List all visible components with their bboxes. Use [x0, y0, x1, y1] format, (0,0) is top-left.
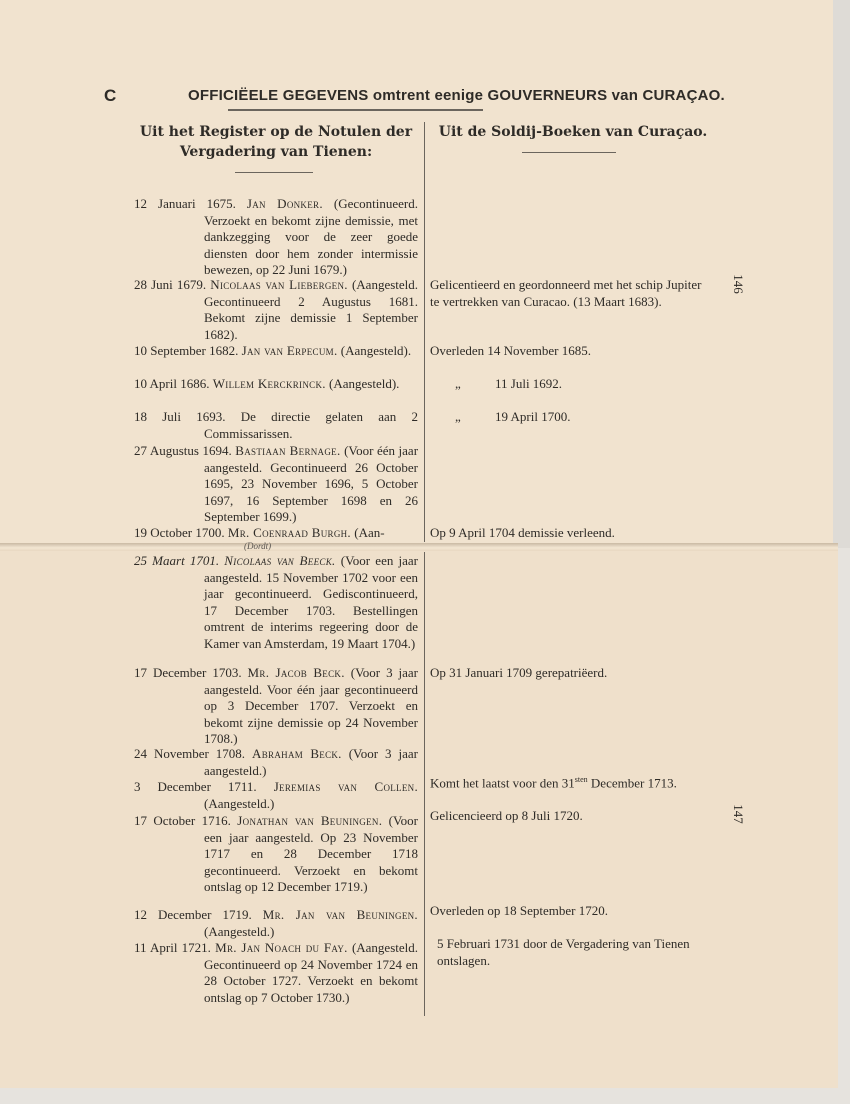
page-number-bottom: 147: [730, 804, 746, 824]
entry-name: Nicolaas van Beeck.: [224, 553, 336, 568]
entry-1701: [134, 553, 418, 652]
entry-name: Abraham Beck.: [252, 746, 342, 761]
entry-1721: [134, 940, 418, 1006]
entry-1675: [134, 196, 418, 279]
entry-date: 10 September 1682.: [134, 343, 239, 358]
document-header: [0, 86, 760, 110]
note-1704: Op 9 April 1704 demissie verleend.: [430, 525, 615, 540]
left-column-heading: [134, 122, 418, 162]
handwritten-note: (Dordt): [244, 541, 272, 551]
entry-text: De directie gelaten aan 2 Commissarissen.: [204, 409, 418, 441]
entry-text: (Voor een jaar aangesteld. Op 23 November 1717 en 28 December 1718 gecontinueerd. Verzoekt en bekomt ontslag op 12 December 1719.): [204, 813, 419, 894]
note-1731: 5 Februari 1731 door de Vergadering van Tienen ontslagen.: [437, 936, 690, 968]
note-1683: Gelicentieerd en geordonneerd met het schip Jupiter te vertrekken van Curacao. (13 Maart 1683).: [430, 277, 702, 309]
entry-name: Mr. Jacob Beck.: [247, 665, 345, 680]
entry-date: 27 Augustus 1694.: [134, 443, 232, 458]
left-heading-line-1: Uit het Register op de Notulen der: [139, 124, 413, 140]
note-1713-text: Komt het laatst voor den 31: [430, 775, 575, 791]
entry-1686: [134, 376, 418, 393]
entry-name: Mr. Jan Noach du Fay.: [215, 940, 348, 955]
entry-text: (Voor een jaar aangesteld. 15 November 1702 voor een jaar gecontinueerd. Gediscontinueerd, 17 December 1703. Bestellingen omtrent de interims regeering door de Kamer van Amsterdam, 19 Maart 1704.): [204, 553, 419, 651]
entry-1711: [134, 779, 418, 812]
page-number-top: 146: [730, 274, 746, 294]
right-column-heading: Uit de Soldij-Boeken van Curaçao.: [438, 124, 708, 140]
entry-name: Mr. Coenraad Burgh.: [227, 525, 351, 540]
ditto-mark: „: [455, 409, 461, 424]
entry-name: Bastiaan Bernage.: [235, 443, 341, 458]
page-bottom: [0, 548, 838, 1088]
entry-date: 28 Juni 1679.: [134, 277, 207, 292]
entry-text: (Aangesteld).: [329, 376, 400, 391]
entry-name: Jeremias van Collen.: [273, 779, 418, 794]
entry-1719: [134, 907, 418, 940]
entry-1708: [134, 746, 418, 779]
entry-text: (Aangesteld. Gecontinueerd op 24 November 1724 en 28 October 1727. Verzoekt en bekomt ontslag op 7 October 1730.): [204, 940, 418, 1005]
note-1720-licence: Gelicencieerd op 8 Juli 1720.: [430, 808, 583, 823]
entry-text: (Aangesteld.): [204, 795, 275, 811]
entry-text: (Aangesteld. Gecontinueerd 2 Augustus 1681. Bekomt zijne demissie 1 September 1682).: [204, 277, 419, 342]
entry-text: (Gecontinueerd. Verzoekt en bekomt zijne demissie, met dankzegging voor de zeer goede diensten door hem zonder intermissie bewezen, op 22 Juni 1679.): [204, 196, 419, 277]
entry-name: Mr. Jan van Beuningen.: [262, 907, 418, 922]
entry-1694: [134, 443, 418, 526]
section-letter: C: [104, 86, 117, 105]
ditto-mark: „: [455, 376, 461, 391]
entry-date: 3 December 1711.: [134, 779, 257, 794]
left-heading-rule: [235, 172, 313, 173]
entry-text: (Aangesteld).: [340, 343, 412, 358]
column-divider-bottom: [424, 552, 425, 1016]
entry-text: (Voor één jaar aangesteld. Gecontinueerd 26 October 1695, 23 November 1696, 5 October 1697, 16 September 1698 en 26 September 1699.): [204, 443, 419, 524]
note-1700: 19 April 1700.: [495, 409, 571, 424]
entry-date: 24 November 1708.: [134, 746, 246, 761]
title-rule: [228, 109, 483, 111]
entry-name: Jonathan van Beuningen.: [237, 813, 383, 828]
entry-1693: [134, 409, 418, 442]
entry-1703: [134, 665, 418, 748]
entry-date: 11 April 1721.: [134, 940, 211, 955]
entry-name: Willem Kerckrinck.: [212, 376, 326, 391]
entry-date: 17 October 1716.: [134, 813, 231, 828]
note-1713-text-end: December 1713.: [587, 775, 677, 791]
note-1720-death: Overleden op 18 September 1720.: [430, 903, 608, 918]
entry-name: Nicolaas van Liebergen.: [210, 277, 348, 292]
left-heading-line-2: Vergadering van Tienen:: [179, 144, 373, 160]
entry-date: 10 April 1686.: [134, 376, 210, 391]
note-1685: Overleden 14 November 1685.: [430, 343, 592, 358]
entry-text: (Voor 3 jaar aangesteld. Voor één jaar gecontinueerd op 3 December 1707. Verzoekt en bekomt zijne demissie op 24 November 1708.): [204, 665, 419, 746]
entry-1679: [134, 277, 418, 343]
note-1713: [430, 772, 710, 792]
entry-1682: [134, 343, 418, 360]
entry-date: 25 Maart 1701.: [134, 553, 220, 568]
entry-date: 17 December 1703.: [134, 665, 242, 680]
entry-date: 18 Juli 1693.: [134, 409, 226, 424]
entry-date: 19 October 1700.: [134, 525, 225, 540]
entry-name: Jan Donker.: [246, 196, 323, 211]
right-heading-rule: [522, 152, 616, 153]
entry-1716: [134, 813, 418, 896]
entry-text: (Aan-: [354, 525, 385, 540]
entry-1700: [134, 525, 418, 542]
entry-date: 12 December 1719.: [134, 907, 252, 922]
column-divider-top: [424, 122, 425, 542]
note-1709: Op 31 Januari 1709 gerepatriëerd.: [430, 665, 608, 680]
page-edge: [833, 0, 850, 548]
document-title: OFFICIËELE GEGEVENS omtrent eenige GOUVERNEURS van CURAÇAO.: [188, 87, 725, 104]
entry-date: 12 Januari 1675.: [134, 196, 236, 211]
entry-text: (Aangesteld.): [204, 923, 275, 939]
note-1692: 11 Juli 1692.: [495, 376, 563, 391]
entry-name: Jan van Erpecum.: [241, 343, 338, 358]
note-1713-sup: sten: [574, 775, 588, 784]
page-fold: [0, 543, 838, 551]
entry-text: (Voor 3 jaar aangesteld.): [204, 746, 419, 778]
